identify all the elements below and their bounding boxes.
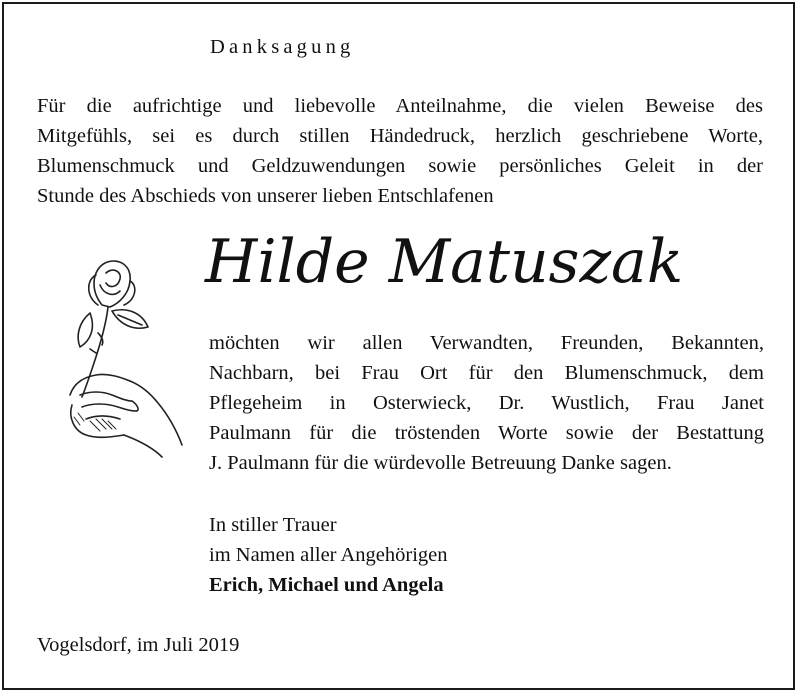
place-date: Vogelsdorf, im Juli 2019	[37, 634, 240, 656]
intro-paragraph	[37, 91, 763, 211]
signature-block	[209, 510, 448, 600]
thanks-line: möchten wir allen Verwandten, Freunden, Bekannten,	[209, 332, 764, 354]
thanks-paragraph	[209, 328, 764, 478]
thanks-line: Pflegeheim in Osterwieck, Dr. Wustlich, Frau Janet	[209, 392, 764, 414]
deceased-name: Hilde Matuszak	[205, 227, 684, 297]
mourning-line: In stiller Trauer	[209, 514, 337, 536]
rose-in-hand-illustration	[50, 245, 190, 460]
notice-heading: Danksagung	[210, 36, 355, 58]
intro-line: Mitgefühls, sei es durch stillen Händedruck, herzlich geschriebene Worte,	[37, 125, 763, 147]
intro-line: Für die aufrichtige und liebevolle Anteilnahme, die vielen Beweise des	[37, 95, 763, 117]
relatives-line: im Namen aller Angehörigen	[209, 544, 448, 566]
thanks-line: J. Paulmann für die würdevolle Betreuung Danke sagen.	[209, 452, 672, 474]
thanks-line: Nachbarn, bei Frau Ort für den Blumenschmuck, dem	[209, 362, 764, 384]
thanks-line: Paulmann für die tröstenden Worte sowie der Bestattung	[209, 422, 764, 444]
intro-line: Stunde des Abschieds von unserer lieben Entschlafenen	[37, 185, 494, 207]
signatory-names: Erich, Michael und Angela	[209, 574, 444, 596]
intro-line: Blumenschmuck und Geldzuwendungen sowie persönliches Geleit in der	[37, 155, 763, 177]
